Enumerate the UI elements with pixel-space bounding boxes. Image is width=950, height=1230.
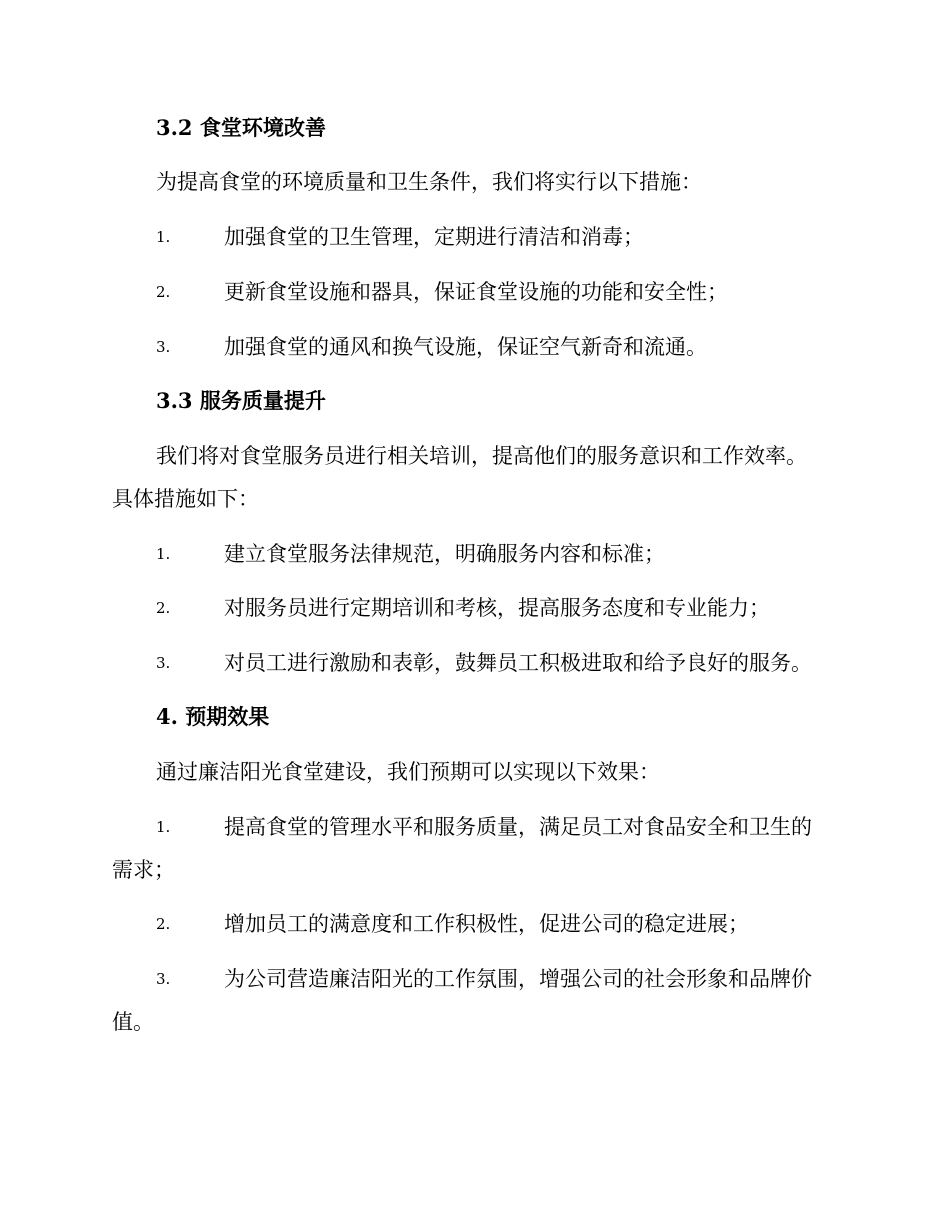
list-number: 1. — [156, 545, 171, 563]
list-item: 对员工进行激励和表彰，鼓舞员工积极进取和给予良好的服务。 — [224, 651, 812, 675]
section-heading-3-3: 3.3 服务质量提升 — [156, 388, 326, 413]
list-item: 为公司营造廉洁阳光的工作氛围，增强公司的社会形象和品牌价 — [224, 967, 812, 991]
section-3-3-intro-line1: 我们将对食堂服务员进行相关培训，提高他们的服务意识和工作效率。 — [156, 444, 807, 468]
list-item: 加强食堂的通风和换气设施，保证空气新奇和流通。 — [224, 335, 707, 359]
section-4-intro: 通过廉洁阳光食堂建设，我们预期可以实现以下效果： — [156, 760, 660, 784]
section-heading-3-2: 3.2 食堂环境改善 — [156, 115, 326, 140]
list-number: 1. — [156, 818, 171, 836]
list-item: 建立食堂服务法律规范，明确服务内容和标准； — [224, 542, 665, 566]
list-item-continuation: 值。 — [112, 1010, 154, 1034]
section-3-2-intro: 为提高食堂的环境质量和卫生条件，我们将实行以下措施： — [156, 170, 702, 194]
section-heading-4: 4. 预期效果 — [156, 704, 270, 729]
list-number: 1. — [156, 228, 171, 246]
list-item: 增加员工的满意度和工作积极性，促进公司的稳定进展； — [224, 912, 749, 936]
list-item: 加强食堂的卫生管理，定期进行清洁和消毒； — [224, 225, 644, 249]
list-number: 2. — [156, 599, 171, 617]
list-item: 提高食堂的管理水平和服务质量，满足员工对食品安全和卫生的 — [224, 815, 812, 839]
list-number: 3. — [156, 338, 171, 356]
list-item: 对服务员进行定期培训和考核，提高服务态度和专业能力； — [224, 596, 770, 620]
list-number: 2. — [156, 915, 171, 933]
list-item-continuation: 需求； — [112, 858, 175, 882]
section-3-3-intro-line2: 具体措施如下： — [112, 487, 259, 511]
list-item: 更新食堂设施和器具，保证食堂设施的功能和安全性； — [224, 280, 728, 304]
list-number: 3. — [156, 970, 171, 988]
list-number: 3. — [156, 654, 171, 672]
list-number: 2. — [156, 283, 171, 301]
